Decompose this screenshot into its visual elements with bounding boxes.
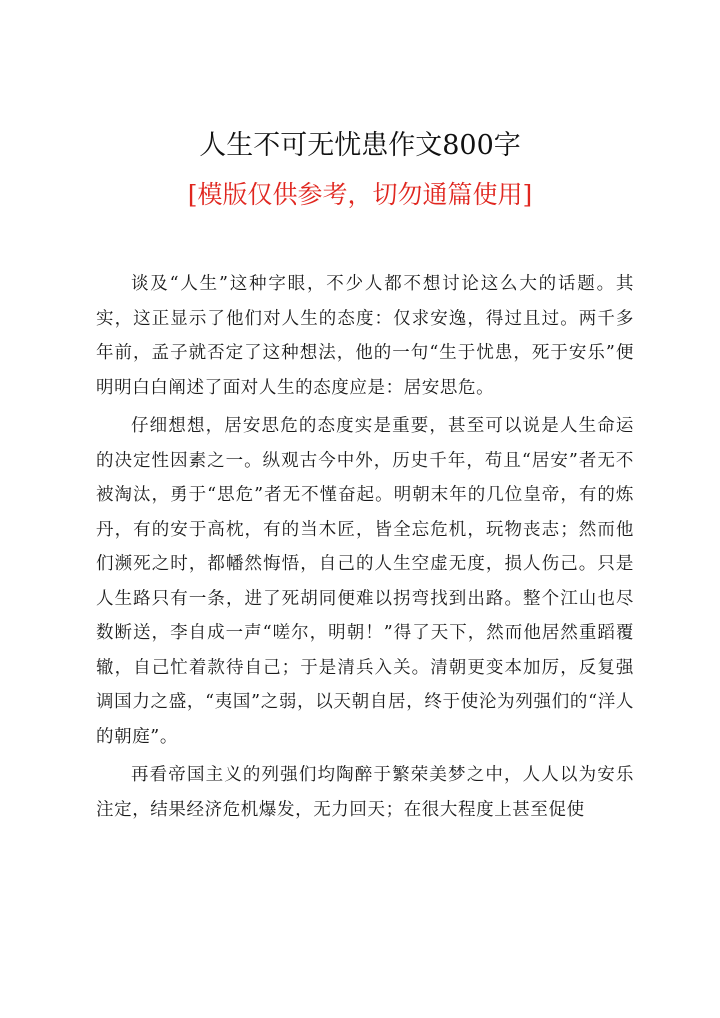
paragraph: 仔细想想，居安思危的态度实是重要，甚至可以说是人生命运的决定性因素之一。纵观古今中外，历史千年，苟且“居安”者无不被淘汰，勇于“思危”者无不慬奋起。明朝末年的几位皇帝，有的炼丹，有的安于高枕，有的当木匠，皆全忘危机，玩物丧志；然而他们濒死之时，都幡然悔悟，自己的人生空虚无度，损人伤己。只是人生路只有一条，进了死胡同便难以拐弯找到出路。整个江山也尽数断送，李自成一声“嗟尔，明朝！”得了天下，然而他居然重蹈覆辙，自己忙着款待自己；于是清兵入关。清朝更变本加厉，反复强调国力之盛，“夷国”之弱，以天朝自居，终于使沦为列强们的“洋人的朝庭”。 [96, 416, 635, 747]
document-subtitle: [模版仅供参考，切勿通篇使用] [187, 180, 533, 209]
document-title: 人生不可无忧患作文800字 [199, 130, 521, 161]
document-body [96, 267, 634, 831]
paragraph: 谈及“人生”这种字眼，不少人都不想讨论这么大的话题。其实，这正显示了他们对人生的态度：仅求安逸，得过且过。两千多年前，孟子就否定了这种想法，他的一句“生于忧患，死于安乐”便明明白白阐述了面对人生的态度应是：居安思危。 [96, 274, 635, 398]
paragraph: 再看帝国主义的列强们均陶醉于繁荣美梦之中，人人以为安乐注定，结果经济危机爆发，无力回天；在很大程度上甚至促使 [96, 765, 634, 820]
